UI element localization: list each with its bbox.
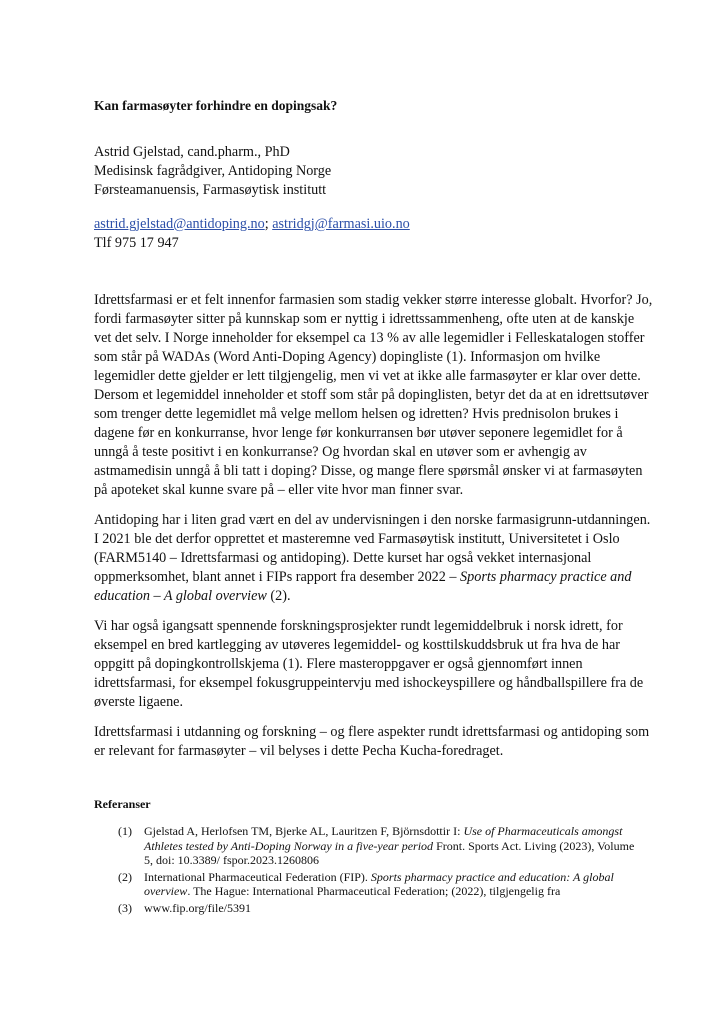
author-block: [94, 143, 654, 200]
reference-text: [144, 824, 644, 868]
reference-authors: Gjelstad A, Herlofsen TM, Bjerke AL, Lauritzen F, Björnsdottir I:: [144, 824, 464, 838]
reference-number: (2): [118, 869, 132, 884]
reference-item: [118, 870, 644, 899]
reference-item: [118, 824, 644, 868]
paragraph-2-report-title: Sports pharmacy practice and education – A global overview: [94, 569, 632, 604]
paragraph-4: Idrettsfarmasi i utdanning og forskning – og flere aspekter rundt idrettsfarmasi og antidoping som er relevant for farmasøyter – vil belyses i dette Pecha Kucha-foredraget.: [94, 724, 650, 759]
phone-line: Tlf 975 17 947: [94, 235, 179, 251]
reference-authors: International Pharmaceutical Federation (FIP).: [144, 869, 371, 884]
paragraph-2: [94, 511, 654, 606]
author-role: Medisinsk fagrådgiver, Antidoping Norge: [94, 163, 332, 179]
reference-number: (3): [118, 900, 132, 915]
email-line: [94, 215, 654, 234]
abstract-body: [94, 291, 654, 772]
paragraph-3: Vi har også igangsatt spennende forskningsprosjekter rundt legemiddelbruk i norsk idrett, for eksempel en bred kartlegging av utøveres legemiddel- og kosttilskuddsbruk ut fra hva de har oppgitt på dopingkontrollskjema (1). Flere masteroppgaver er også gjennomført innen idrettsfarmasi, for eksempel fokusgruppeintervju med ishockeyspillere og håndballspillere fra de øverste ligaene.: [94, 618, 644, 710]
email-link-antidoping[interactable]: astrid.gjelstad@antidoping.no: [94, 216, 265, 232]
reference-title: Sports pharmacy practice and education: A global overview: [144, 869, 614, 898]
email-link-uio[interactable]: astridgj@farmasi.uio.no: [272, 216, 410, 232]
paragraph-1: Idrettsfarmasi er et felt innenfor farmasien som stadig vekker større interesse globalt. Hvorfor? Jo, fordi farmasøyter sitter på kunnskap som er nyttig i idrettssammenheng, ofte uten at de kanskje vet det selv. I Norge inneholder for eksempel ca 13 % av alle legemidler i Felleskatalogen stoffer som står på WADAs (Word Anti-Doping Agency) dopingliste (1). Informasjon om hvilke legemidler dette gjelder er lett tilgjengelig, men vi vet at ikke alle farmasøyter er klar over dette. Dersom et legemiddel inneholder et stoff som står på dopinglisten, betyr det da at en idrettsutøver som trenger dette legemidlet må velge mellom helsen og idretten? Hvis prednisolon brukes i dagene før en konkurranse, hvor lenge før konkurransen bør utøver seponere legemidlet for å unngå å teste positivt i en konkurranse? Og hvordan skal en utøver som er avhengig av astmamedisin unngå å bli tatt i doping? Disse, og mange flere spørsmål ønsker vi at farmasøyten på apoteket skal kunne svare på – eller vite hvor man finner svar.: [94, 292, 653, 498]
reference-source: . The Hague: International Pharmaceutical Federation; (2022), tilgjengelig fra: [187, 884, 561, 898]
paragraph-2-end: (2).: [266, 588, 291, 604]
author-position: Førsteamanuensis, Farmasøytisk institutt: [94, 182, 327, 198]
reference-text: [144, 870, 644, 899]
reference-url: www.fip.org/file/5391: [144, 900, 251, 915]
reference-title: Use of Pharmaceuticals amongst Athletes tested by Anti-Doping Norway in a five-year period: [144, 824, 623, 853]
reference-number: (1): [118, 824, 132, 838]
contact-block: [94, 215, 654, 253]
references-list: [118, 824, 644, 917]
email-separator: ;: [264, 216, 273, 232]
author-name: Astrid Gjelstad, cand.pharm., PhD: [94, 144, 290, 160]
references-heading: Referanser: [94, 797, 151, 811]
document-title: Kan farmasøyter forhindre en dopingsak?: [94, 98, 338, 113]
reference-item: [118, 901, 644, 916]
paragraph-2-text: Antidoping har i liten grad vært en del av undervisningen i den norske farmasigrunn-utdanningen. I 2021 ble det derfor opprettet et masteremne ved Farmasøytisk institutt, Universitetet i Oslo (FARM5140 – Idrettsfarmasi og antidoping). Dette kurset har også vekket internasjonal oppmerksomhet, blant annet i FIPs rapport fra desember 2022 –: [94, 512, 651, 585]
reference-text: [144, 901, 251, 916]
reference-source: Front. Sports Act. Living (2023), Volume 5, doi: 10.3389/ fspor.2023.1260806: [144, 838, 635, 867]
